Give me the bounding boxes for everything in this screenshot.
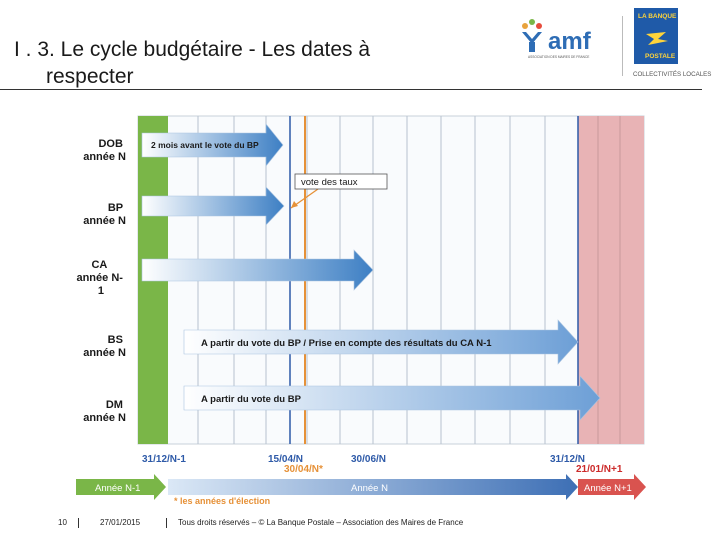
callout-text: vote des taux — [301, 177, 358, 188]
date-label-d3: 30/06/N — [351, 454, 387, 465]
row-labels — [76, 138, 126, 424]
date-label-d2-election: 30/04/N* — [284, 464, 323, 475]
footer-separator — [166, 518, 167, 528]
footer-separator — [78, 518, 79, 528]
date-label-d2: 15/04/N — [268, 454, 304, 465]
footer-copyright: Tous droits réservés – © La Banque Postale – Association des Maires de France — [178, 518, 464, 527]
arrow-dm-text: A partir du vote du BP — [201, 394, 301, 405]
timeline-prev-year-text: Année N-1 — [95, 483, 141, 494]
footer-date: 27/01/2015 — [100, 518, 141, 527]
slide-title-line2: respecter — [46, 65, 134, 88]
amf-wordmark: amf — [548, 28, 591, 55]
footer — [0, 516, 720, 532]
footer-page-number: 10 — [58, 518, 67, 527]
footnote: * les années d'élection — [174, 496, 271, 506]
arrow-dob-text: 2 mois avant le vote du BP — [151, 140, 259, 150]
timeline-current-year-text: Année N — [351, 483, 388, 494]
row-label-dob: DOB année N — [83, 138, 126, 163]
timeline-next-year-text: Année N+1 — [584, 483, 632, 494]
row-label-bp: BP année N — [83, 202, 126, 227]
lbp-caption: COLLECTIVITÉS LOCALES — [633, 71, 712, 78]
date-labels — [142, 454, 623, 475]
arrow-bs-text: A partir du vote du BP / Prise en compte des résultats du CA N-1 — [201, 338, 492, 349]
row-label-dm: DM année N — [83, 399, 126, 424]
timeline — [76, 474, 646, 500]
amf-tagline: ASSOCIATION DES MAIRES DE FRANCE — [528, 55, 590, 59]
lbp-line1: LA BANQUE — [638, 13, 677, 20]
date-label-d4: 31/12/N — [550, 454, 586, 465]
date-label-d5: 21/01/N+1 — [576, 464, 623, 475]
slide-title-line1: I . 3. Le cycle budgétaire - Les dates à — [14, 38, 371, 61]
row-label-ca: CA année N- 1 — [76, 259, 123, 297]
lbp-line2: POSTALE — [645, 53, 676, 60]
row-label-bs: BS année N — [83, 334, 126, 359]
date-label-d1: 31/12/N-1 — [142, 454, 186, 465]
